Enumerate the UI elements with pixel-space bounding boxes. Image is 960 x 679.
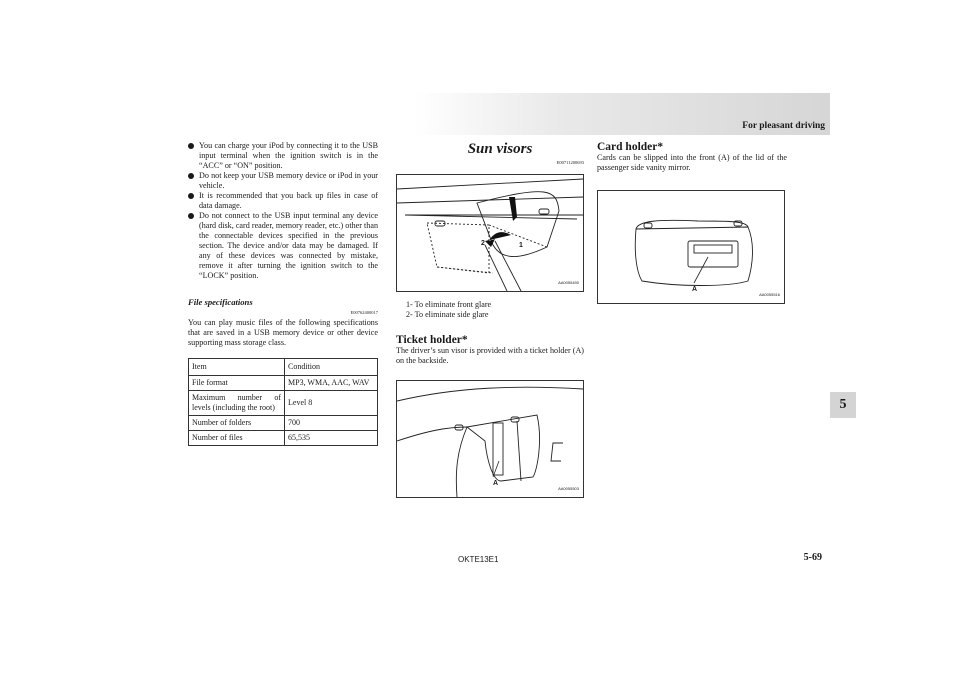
figure-label: 1: [519, 242, 523, 249]
column-ipod-usb: [188, 141, 378, 446]
figure-code: AA0055490: [558, 280, 579, 285]
sun-visors-title: Sun visors: [467, 141, 533, 157]
table-row: [189, 391, 378, 416]
caption: 2- To eliminate side glare: [406, 310, 489, 319]
list-item: You can charge your iPod by connecting it to the USB input terminal when the ignition switch is in the “ACC” or “ON” position.: [188, 141, 378, 171]
figure-code: AA0055516: [759, 292, 780, 297]
figure-label: 2: [481, 240, 485, 247]
card-holder-title: Card holder*: [597, 141, 664, 153]
list-item: It is recommended that you back up files in case of data damage.: [188, 191, 378, 211]
file-specs-heading: File specifications: [188, 297, 253, 307]
ticket-holder-title: Ticket holder*: [396, 334, 468, 346]
table-cell: MP3, WMA, AAC, WAV: [285, 376, 378, 391]
card-holder-text: Cards can be slipped into the front (A) of the lid of the passenger side vanity mirror.: [597, 153, 787, 172]
list-item: Do not connect to the USB input terminal any device (hard disk, card reader, memory reader, etc.) other than the connectable devices specified in the previous section. The device and/or data may be damaged. If any of these devices was connected by mistake, remove it after turning the ignition switch to the “LOCK” position.: [188, 211, 378, 281]
figure-code: AA0055503: [558, 486, 579, 491]
figure-label: A: [692, 286, 698, 293]
table-row: [189, 376, 378, 391]
caption: 1- To eliminate front glare: [406, 300, 492, 309]
ticket-holder-illustration: [397, 381, 583, 497]
column-sun-visors: [396, 141, 584, 498]
figure-label: A: [493, 480, 499, 487]
chapter-tab: 5: [830, 392, 856, 418]
table-cell: 700: [285, 416, 378, 431]
table-header-cell: Condition: [285, 359, 378, 376]
sun-visor-illustration: [397, 175, 583, 291]
table-cell: 65,535: [285, 431, 378, 446]
file-specs-intro: You can play music files of the following specifications that are saved in a USB memory device or other device supporting mass storage class.: [188, 318, 378, 347]
card-holder-figure: [597, 190, 785, 304]
table-cell: Maximum number of levels (including the root): [189, 391, 285, 416]
table-cell: Level 8: [285, 391, 378, 416]
bullet-icon: [188, 213, 194, 219]
sun-visor-captions: [406, 300, 584, 320]
bullet-icon: [188, 173, 194, 179]
sun-visor-figure: [396, 174, 584, 292]
bullet-icon: [188, 193, 194, 199]
card-holder-illustration: [598, 191, 784, 303]
file-spec-table: [188, 358, 378, 446]
file-specs-code: E00762400017: [350, 310, 378, 315]
table-row: [189, 431, 378, 446]
table-cell: Number of files: [189, 431, 285, 446]
column-card-holder: [597, 141, 787, 304]
list-item: Do not keep your USB memory device or iPod in your vehicle.: [188, 171, 378, 191]
table-cell: Number of folders: [189, 416, 285, 431]
ipod-bullet-list: [188, 141, 378, 281]
bullet-icon: [188, 143, 194, 149]
table-header-cell: Item: [189, 359, 285, 376]
table-header-row: [189, 359, 378, 376]
section-title: For pleasant driving: [742, 121, 825, 131]
sun-visors-code: E00711200693: [556, 160, 584, 165]
ticket-holder-figure: [396, 380, 584, 498]
footer-doc-code: OKTE13E1: [458, 555, 499, 564]
page-number: 5-69: [803, 552, 822, 563]
table-row: [189, 416, 378, 431]
table-cell: File format: [189, 376, 285, 391]
ticket-holder-text: The driver’s sun visor is provided with a ticket holder (A) on the backside.: [396, 346, 584, 365]
